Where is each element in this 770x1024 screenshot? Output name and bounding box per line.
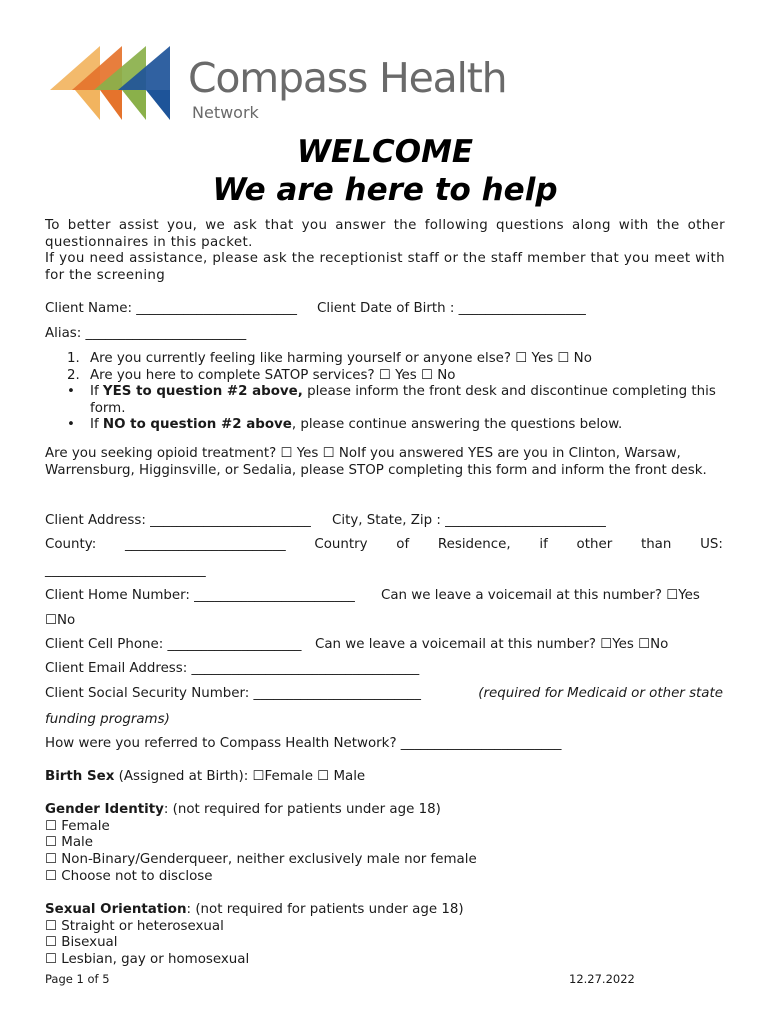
client-name-field[interactable]: Client Name: ________________________	[45, 301, 297, 316]
county-word: County:	[45, 537, 97, 552]
ssn-note: (required for Medicaid or other state	[478, 686, 723, 701]
logo-subtitle: Network	[192, 103, 259, 122]
question-1[interactable]: Are you currently feeling like harming yourself or anyone else? ☐ Yes ☐ No	[90, 351, 592, 366]
help-heading: We are here to help	[212, 172, 558, 208]
orientation-option[interactable]: ☐ Lesbian, gay or homosexual	[45, 952, 250, 968]
logo-wordmark: Compass Health	[188, 54, 507, 102]
list-item	[45, 417, 725, 434]
country-blank[interactable]: ________________________	[45, 563, 206, 578]
home-voicemail-no[interactable]: ☐No	[45, 613, 76, 628]
gender-label: Gender Identity	[45, 802, 164, 817]
county-word: other	[576, 537, 613, 552]
compass-health-logo	[50, 44, 530, 124]
gender-option[interactable]: ☐ Female	[45, 818, 110, 834]
city-state-zip-field[interactable]: City, State, Zip : ________________________	[332, 513, 606, 528]
intro-paragraph-2: If you need assistance, please ask the receptionist staff or the staff member that you meet with for the screening	[45, 251, 725, 283]
cell-phone-field[interactable]: Client Cell Phone: ____________________	[45, 637, 302, 652]
intro-paragraph-1: To better assist you, we ask that you answer the following questions along with the other questionnaires in this packet.	[45, 218, 725, 250]
bullet-marker: •	[67, 384, 75, 400]
ssn-row[interactable]	[45, 686, 723, 703]
address-field[interactable]: Client Address: ________________________	[45, 513, 311, 528]
welcome-heading: WELCOME	[296, 134, 474, 170]
list-number: 1.	[67, 351, 80, 366]
county-word: if	[539, 537, 548, 552]
birth-sex-label: Birth Sex	[45, 769, 115, 784]
ssn-field: Client Social Security Number: _________________________	[45, 686, 421, 701]
gender-option[interactable]: ☐ Non-Binary/Genderqueer, neither exclusively male nor female	[45, 852, 477, 868]
county-word: of	[396, 537, 410, 552]
page-number: Page 1 of 5	[45, 972, 110, 986]
orientation-option[interactable]: ☐ Straight or heterosexual	[45, 918, 224, 934]
county-word: US:	[700, 537, 723, 552]
gender-option[interactable]: ☐ Male	[45, 835, 93, 851]
birth-sex-row[interactable]	[45, 769, 365, 786]
home-voicemail-question[interactable]: Can we leave a voicemail at this number? ☐Yes	[381, 588, 700, 603]
orientation-label: Sexual Orientation	[45, 902, 187, 917]
bullet-yes-bold: YES to question #2 above,	[102, 384, 303, 400]
gender-heading	[45, 802, 477, 819]
county-word: Country	[314, 537, 368, 552]
county-word: ________________________	[124, 537, 286, 552]
compass-triangles-icon	[50, 44, 190, 124]
list-item	[45, 368, 725, 385]
bullet-yes-post: please inform the front desk and discontinue completing this form.	[90, 384, 716, 416]
orientation-note: : (not required for patients under age 18)	[186, 902, 464, 917]
dob-field[interactable]: Client Date of Birth : ___________________	[317, 301, 586, 316]
bullet-no-pre: If	[90, 417, 103, 433]
gender-identity-section	[45, 802, 477, 886]
birth-sex-options: (Assigned at Birth): ☐Female ☐ Male	[114, 769, 366, 784]
orientation-heading	[45, 902, 464, 919]
list-item	[45, 384, 725, 417]
gender-note: : (not required for patients under age 18)	[163, 802, 441, 817]
bullet-marker: •	[67, 417, 75, 433]
list-number: 2.	[67, 367, 80, 383]
alias-field[interactable]: Alias: ________________________	[45, 326, 247, 341]
sexual-orientation-section	[45, 902, 464, 969]
county-row[interactable]	[45, 537, 723, 554]
referral-field[interactable]: How were you referred to Compass Health Network? ________________________	[45, 736, 562, 751]
intro-text	[45, 218, 725, 284]
home-phone-field[interactable]: Client Home Number: ________________________	[45, 588, 355, 603]
revision-date: 12.27.2022	[569, 972, 635, 986]
question-2[interactable]: Are you here to complete SATOP services? ☐ Yes ☐ No	[90, 367, 456, 383]
bullet-no-bold: NO to question #2 above	[102, 417, 292, 433]
screening-questions	[45, 351, 725, 434]
gender-option[interactable]: ☐ Choose not to disclose	[45, 868, 213, 884]
county-word: than	[640, 537, 672, 552]
bullet-no-post: , please continue answering the questions below.	[291, 417, 623, 433]
opioid-question[interactable]: Are you seeking opioid treatment? ☐ Yes ☐ NoIf you answered YES are you in Clinton, Warsaw, Warrensburg, Higginsville, or Sedalia, please STOP completing this form and inform the front desk.	[45, 446, 707, 478]
orientation-option[interactable]: ☐ Bisexual	[45, 935, 118, 951]
county-word: Residence,	[437, 537, 511, 552]
list-item	[45, 351, 725, 368]
cell-voicemail-question[interactable]: Can we leave a voicemail at this number? ☐Yes ☐No	[315, 637, 669, 652]
email-field[interactable]: Client Email Address: __________________________________	[45, 661, 420, 676]
bullet-yes-pre: If	[90, 384, 103, 400]
ssn-note-continued: funding programs)	[45, 712, 170, 727]
